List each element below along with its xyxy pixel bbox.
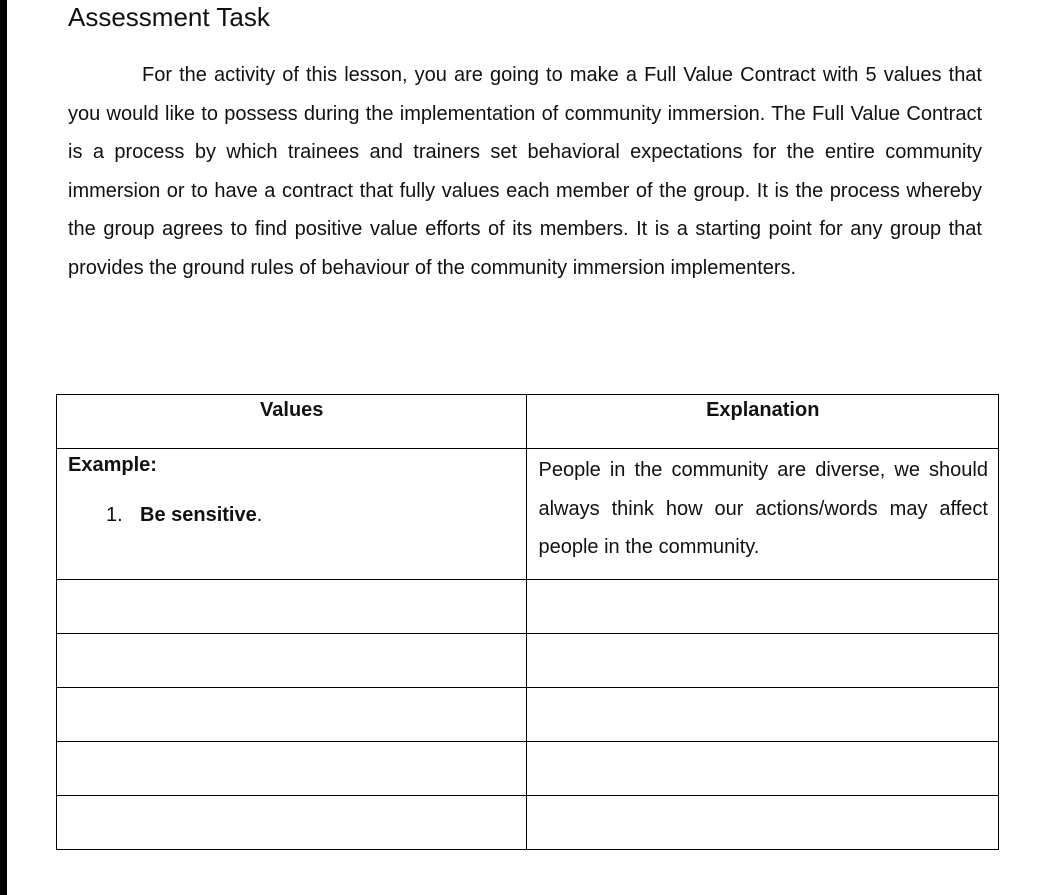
explanation-cell[interactable] [527, 634, 999, 688]
explanation-cell[interactable] [527, 796, 999, 850]
explanation-cell[interactable] [527, 742, 999, 796]
example-explanation-cell: People in the community are diverse, we should always think how our actions/words may affect people in the community. [527, 449, 999, 580]
table-row [57, 688, 999, 742]
values-table [56, 394, 999, 850]
value-cell[interactable] [57, 688, 527, 742]
table-row [57, 634, 999, 688]
value-cell[interactable] [57, 742, 527, 796]
instructions-paragraph: For the activity of this lesson, you are going to make a Full Value Contract with 5 values that you would like to possess during the implementation of community immersion. The Full Value Contract is a process by which trainees and trainers set behavioral expectations for the entire community immersion or to have a contract that fully values each member of the group. It is the process whereby the group agrees to find positive value efforts of its members. It is a starting point for any group that provides the ground rules of behaviour of the community immersion implementers. [68, 64, 982, 279]
example-list-item [68, 502, 516, 528]
value-cell[interactable] [57, 580, 527, 634]
table-row [57, 742, 999, 796]
value-cell[interactable] [57, 796, 527, 850]
example-row [57, 449, 999, 580]
explanation-cell[interactable] [527, 688, 999, 742]
value-cell[interactable] [57, 634, 527, 688]
table-header-row [57, 395, 999, 449]
example-value-suffix: . [256, 504, 263, 526]
example-value-text: Be sensitive [140, 504, 257, 526]
table-row [57, 580, 999, 634]
example-label: Example: [68, 454, 157, 476]
explanation-cell[interactable] [527, 580, 999, 634]
values-column-header: Values [57, 395, 527, 449]
example-item-number: 1. [106, 504, 123, 526]
page-title: Assessment Task [68, 2, 270, 32]
explanation-column-header: Explanation [527, 395, 999, 449]
example-value-cell [57, 449, 527, 580]
table-row [57, 796, 999, 850]
left-page-border [0, 0, 7, 895]
